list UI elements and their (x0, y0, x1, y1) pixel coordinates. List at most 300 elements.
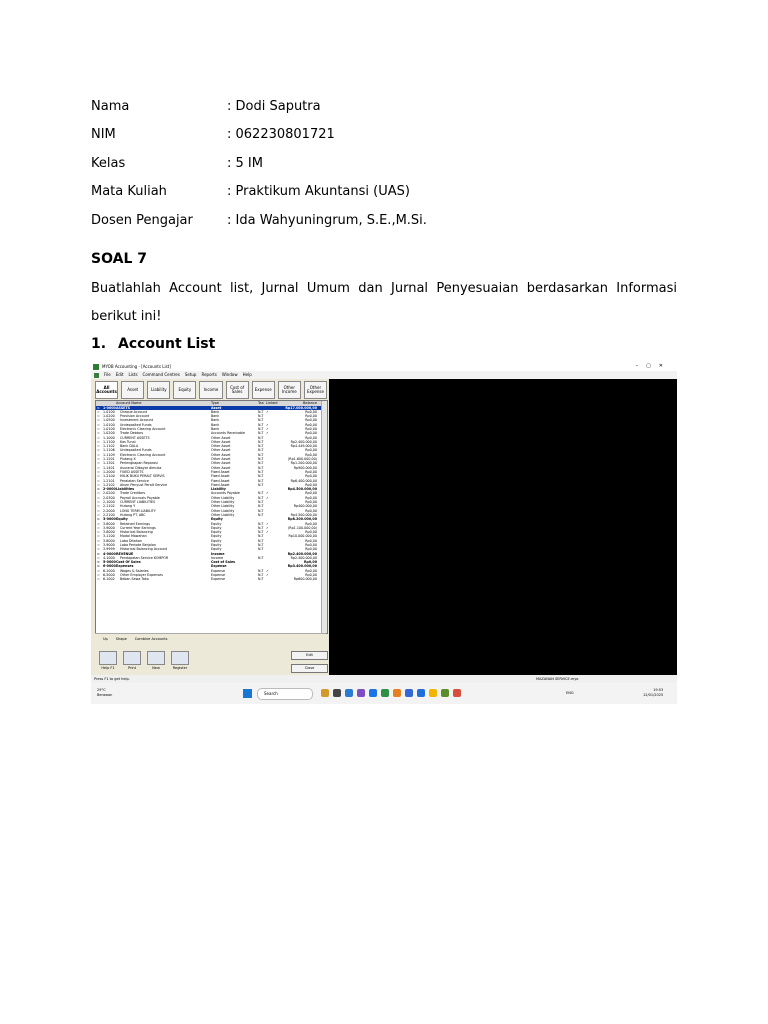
row-arrow-icon[interactable]: ⇨ (97, 426, 100, 431)
tax-code: N-T (258, 422, 264, 427)
status-bar (91, 675, 677, 683)
account-number: 3-8000 (103, 521, 115, 526)
taskbar-app-icon[interactable] (441, 689, 449, 697)
info-label: Dosen Pengajar (91, 212, 193, 228)
accounts-table (95, 400, 328, 634)
tax-code: N-T (258, 495, 264, 500)
account-balance: Rp0,00 (305, 482, 317, 487)
row-arrow-icon[interactable]: ⇨ (97, 457, 100, 462)
tax-code: N-T (258, 525, 264, 530)
windows-start-icon[interactable] (243, 689, 252, 698)
instruction-paragraph: Buatlahlah Account list, Jurnal Umum dan Jurnal Penyesuaian berdasarkan Informasi berikut ini! (91, 281, 677, 324)
account-number: 1-0000 (103, 405, 116, 410)
row-arrow-icon[interactable]: ⇨ (97, 452, 100, 457)
button-label: New (152, 666, 160, 670)
row-arrow-icon[interactable]: ⇨ (97, 564, 100, 569)
account-balance: Rp4.500.000,00 (290, 512, 317, 517)
row-arrow-icon[interactable]: ⇨ (97, 530, 100, 535)
tax-code: N-T (258, 435, 264, 440)
myob-logo-icon (93, 364, 99, 370)
menu-item[interactable]: Reports (201, 372, 217, 377)
account-name: Kas Tunai (120, 439, 136, 444)
column-header[interactable]: Linked (266, 401, 278, 405)
myob-screenshot (91, 362, 677, 704)
taskbar-app-icon[interactable] (417, 689, 425, 697)
account-number: 3-9000 (103, 543, 115, 547)
soal-title: SOAL 7 (91, 251, 147, 267)
account-balance: Rp6.400.000,00 (290, 478, 317, 483)
account-type: Bank (211, 414, 220, 419)
account-number: 2-0300 (103, 495, 115, 500)
student-info (91, 92, 427, 235)
account-name: Piutang X (120, 457, 136, 462)
tax-code: N-T (258, 474, 264, 479)
tab-account-type[interactable]: Expense (252, 381, 275, 399)
linked-check: ✓ (266, 409, 269, 414)
account-type: Bank (211, 418, 220, 423)
table-row[interactable] (96, 577, 327, 581)
account-balance: Rp0,00 (303, 560, 317, 565)
info-label: Nama (91, 98, 130, 114)
tab-account-type[interactable]: Income (199, 381, 222, 399)
account-name: REVENUE (116, 551, 134, 556)
account-balance: Rp0,00 (305, 422, 317, 427)
row-arrow-icon[interactable]: ⇨ (97, 409, 100, 414)
account-name: Undeposited Funds (120, 448, 152, 453)
tax-code: N-T (258, 508, 264, 513)
account-balance: Rp0,00 (305, 491, 317, 496)
tax-code: N-T (258, 521, 264, 526)
account-number: 1-0500 (103, 418, 115, 423)
info-row (91, 178, 427, 207)
account-name: Asuransi Dibayar dimuka (120, 465, 162, 470)
account-balance: Rp2.400.000,00 (290, 555, 317, 560)
account-name: Electronic Clearing Account (120, 426, 166, 431)
menu-item[interactable]: Setup (184, 372, 197, 377)
row-arrow-icon[interactable]: ⇨ (97, 508, 100, 513)
account-name: Equity (116, 517, 128, 522)
account-balance: Rp0,00 (305, 495, 317, 500)
account-number: 3-8000 (103, 530, 115, 535)
column-header[interactable]: Balance (303, 401, 317, 405)
bottom-button[interactable] (99, 651, 117, 670)
row-arrow-icon[interactable]: ⇨ (97, 551, 100, 556)
account-name: Historical Balancing (120, 530, 153, 535)
taskbar-app-icon[interactable] (333, 689, 341, 697)
taskbar-app-icon[interactable] (429, 689, 437, 697)
tax-code: N-T (258, 414, 264, 419)
account-balance: Rp0,00 (305, 414, 317, 419)
account-type: Expense (211, 577, 225, 582)
row-arrow-icon[interactable]: ⇨ (97, 478, 100, 483)
account-type: Other Asset (211, 444, 231, 449)
account-name: Hutang Y (120, 504, 136, 509)
account-number: 3-9999 (103, 547, 115, 552)
account-name: Beban Sewa Toko (120, 577, 149, 582)
info-row (91, 149, 427, 178)
account-name: Trade Creditors (120, 491, 146, 496)
close-button[interactable]: Close (291, 664, 328, 673)
account-number: 2-0000 (103, 487, 116, 492)
account-number: 6-1000 (103, 568, 115, 573)
info-value: : Dodi Saputra (227, 98, 321, 114)
bottom-button[interactable] (123, 651, 141, 670)
account-type: Equity (211, 543, 222, 547)
bottom-button[interactable] (171, 651, 189, 670)
row-arrow-icon[interactable]: ⇨ (97, 435, 100, 440)
account-number: 1-0100 (103, 422, 115, 427)
account-name: ASSETS (116, 405, 131, 410)
row-arrow-icon[interactable]: ⇨ (97, 469, 100, 474)
account-name: Liabilities (116, 487, 135, 492)
menu-bar (91, 371, 677, 379)
row-arrow-icon[interactable]: ⇨ (97, 491, 100, 496)
row-arrow-icon[interactable]: ⇨ (97, 517, 100, 522)
windows-taskbar (91, 683, 677, 704)
row-arrow-icon[interactable]: ⇨ (97, 573, 100, 578)
linked-check: ✓ (266, 568, 269, 573)
account-name: Bank DALA (120, 444, 139, 449)
row-arrow-icon[interactable]: ⇨ (97, 422, 100, 427)
status-right: MAZANAN SERVICE.myo (536, 677, 579, 681)
tax-code: N-T (258, 469, 264, 474)
row-arrow-icon[interactable]: ⇨ (97, 439, 100, 444)
account-balance: Rp1.200.000,00 (290, 461, 317, 466)
button-label: Print (127, 666, 137, 670)
window-controls[interactable]: –▢✕ (635, 363, 671, 369)
account-type: Income (211, 555, 224, 560)
row-arrow-icon[interactable]: ⇨ (97, 461, 100, 466)
taskbar-app-icon[interactable] (357, 689, 365, 697)
account-balance: Rp0,00 (305, 547, 317, 552)
account-type: Other Asset (211, 439, 231, 444)
taskbar-app-icon[interactable] (453, 689, 461, 697)
tax-code: N-T (258, 448, 264, 453)
row-arrow-icon[interactable]: ⇨ (97, 504, 100, 509)
account-number: 2-0200 (103, 491, 115, 496)
linked-check: ✓ (266, 431, 269, 436)
tax-code: N-T (258, 538, 264, 543)
taskbar-search[interactable]: Search (257, 688, 313, 700)
account-balance: Rp2.400.000,00 (290, 439, 317, 444)
account-type: Equity (211, 530, 222, 535)
row-arrow-icon[interactable]: ⇨ (97, 568, 100, 573)
system-tray[interactable]: ENG (566, 691, 574, 695)
account-balance: Rp0,00 (305, 538, 317, 543)
account-number: 1-2100 (103, 474, 115, 479)
tax-code: N-T (258, 491, 264, 496)
account-type: Other Asset (211, 465, 231, 470)
account-number: 1-0200 (103, 414, 115, 419)
menu-item[interactable]: Lists (128, 372, 138, 377)
linked-check: ✓ (266, 525, 269, 530)
account-balance: Rp0,00 (305, 500, 317, 505)
account-type: Equity (211, 538, 222, 543)
account-type: Fixed Asset (211, 469, 230, 474)
tab-account-type[interactable]: Equity (173, 381, 196, 399)
menu-item[interactable]: Window (221, 372, 238, 377)
row-arrow-icon[interactable]: ⇨ (97, 444, 100, 449)
menu-item[interactable]: Edit (115, 372, 124, 377)
account-number: 4-1000 (103, 555, 115, 560)
account-type: Fixed Asset (211, 478, 230, 483)
row-arrow-icon[interactable]: ⇨ (97, 577, 100, 582)
info-label: Kelas (91, 155, 126, 171)
account-type: Equity (211, 525, 222, 530)
tax-code: N-T (258, 439, 264, 444)
account-type: Other Asset (211, 457, 231, 462)
button-icon (171, 651, 189, 665)
toolbar-item[interactable]: Shape (115, 637, 127, 641)
account-number: 3-8000 (103, 538, 115, 543)
row-arrow-icon[interactable]: ⇨ (97, 405, 100, 410)
tab-account-type[interactable]: All Accounts (95, 381, 118, 399)
account-type: Other Liability (211, 504, 235, 509)
tax-code: N-T (258, 452, 264, 457)
row-arrow-icon[interactable]: ⇨ (97, 431, 100, 436)
account-number: 1-1102 (103, 444, 115, 449)
account-name: Laba Ditahan (120, 538, 142, 543)
tab-account-type[interactable]: Liability (147, 381, 170, 399)
button-label: Register (172, 666, 188, 670)
column-header[interactable]: Type (211, 401, 220, 405)
tax-code: N-T (258, 478, 264, 483)
account-name: Hutang PT. ABC (120, 512, 146, 517)
taskbar-app-icon[interactable] (345, 689, 353, 697)
button-icon (147, 651, 165, 665)
weather-temp: 29°C (97, 688, 106, 692)
row-arrow-icon[interactable]: ⇨ (97, 474, 100, 479)
button-icon (99, 651, 117, 665)
row-arrow-icon[interactable]: ⇨ (97, 465, 100, 470)
toolbar-item[interactable]: Up (103, 637, 108, 641)
account-type: Other Liability (211, 500, 235, 505)
account-name: Electronic Clearing Account (120, 452, 166, 457)
account-number: 1-1401 (103, 465, 115, 470)
account-type: Income (211, 551, 225, 556)
tab-account-type[interactable]: Other Expense (304, 381, 327, 399)
account-type: Expense (211, 564, 227, 569)
account-number: 1-1106 (103, 448, 115, 453)
account-balance: Rp3.400.000,00 (287, 564, 317, 569)
account-balance: Rp4.449.000,00 (290, 444, 317, 449)
account-type: Bank (211, 422, 220, 427)
account-balance: Rp0,00 (305, 452, 317, 457)
info-value: : Praktikum Akuntansi (UAS) (227, 184, 410, 200)
linked-check: ✓ (266, 422, 269, 427)
bottom-buttons (99, 651, 189, 670)
row-arrow-icon[interactable]: ⇨ (97, 534, 100, 539)
account-type: Equity (211, 534, 222, 539)
account-name: CURRENT LIABILITIES (120, 500, 156, 505)
account-type: Other Liability (211, 508, 235, 513)
account-name: LONG TERM LIABILITY (120, 508, 156, 513)
menu-item[interactable]: Command Centres (142, 372, 180, 377)
taskbar-apps (321, 689, 461, 697)
account-balance: Rp0,00 (305, 435, 317, 440)
account-balance: Rp0,00 (305, 521, 317, 526)
account-type: Other Liability (211, 512, 235, 517)
tax-code: N-T (258, 504, 264, 509)
tax-code: N-T (258, 482, 264, 487)
taskbar-app-icon[interactable] (393, 689, 401, 697)
linked-check: ✓ (266, 491, 269, 496)
account-number: 1-1201 (103, 457, 115, 462)
info-row (91, 206, 427, 235)
taskbar-app-icon[interactable] (405, 689, 413, 697)
tax-code: N-T (258, 409, 264, 414)
account-type: Other Liability (211, 495, 235, 500)
info-row (91, 92, 427, 121)
account-number: 1-1100 (103, 439, 115, 444)
tax-code: N-T (258, 444, 264, 449)
section-heading (91, 336, 215, 352)
tab-account-type[interactable]: Asset (121, 381, 144, 399)
column-header[interactable]: Tax (258, 401, 264, 405)
account-type: Fixed Asset (211, 482, 230, 487)
row-arrow-icon[interactable]: ⇨ (97, 448, 100, 453)
list-toolbar (95, 633, 326, 644)
account-name: Trade Debtors (120, 431, 144, 436)
account-balance: Rp4.500.000,00 (287, 487, 317, 492)
info-value: : 5 IM (227, 155, 263, 171)
account-name: Historical Balancing Account (120, 547, 168, 552)
toolbar-item[interactable]: Combine Accounts (134, 637, 168, 641)
account-number: 1-1109 (103, 452, 115, 457)
account-type: Equity (211, 521, 222, 526)
account-balance: Rp0,00 (305, 508, 317, 513)
account-name: Current Year Earnings (120, 525, 156, 530)
tax-code: N-T (258, 461, 264, 466)
account-type: Other Asset (211, 435, 231, 440)
account-name: Cost Of Sales (116, 560, 141, 565)
linked-check: ✓ (266, 426, 269, 431)
account-number: 1-0100 (103, 426, 115, 431)
account-balance: Rp0,00 (305, 543, 317, 547)
tax-code: N-T (258, 555, 264, 560)
row-arrow-icon[interactable]: ⇨ (97, 521, 100, 526)
taskbar-app-icon[interactable] (321, 689, 329, 697)
account-number: 5-0000 (103, 560, 116, 565)
tax-code: N-T (258, 431, 264, 436)
section-number: 1. (91, 336, 107, 352)
account-balance: Rp0,00 (305, 568, 317, 573)
tab-account-type[interactable]: Cost of Sales (226, 381, 249, 399)
info-label: Mata Kuliah (91, 184, 167, 200)
account-balance: Rp0,00 (305, 469, 317, 474)
tax-code: N-T (258, 500, 264, 505)
row-arrow-icon[interactable]: ⇨ (97, 418, 100, 423)
account-type: Cost of Sales (211, 560, 236, 565)
row-arrow-icon[interactable]: ⇨ (97, 555, 100, 560)
row-arrow-icon[interactable]: ⇨ (97, 482, 100, 487)
account-number: 2-2000 (103, 508, 115, 513)
account-type: Liability (211, 487, 226, 492)
taskbar-clock[interactable] (643, 688, 663, 698)
tax-code: N-T (258, 577, 264, 582)
account-number: 2-1000 (103, 500, 115, 505)
row-arrow-icon[interactable]: ⇨ (97, 560, 100, 565)
account-number: 1-2000 (103, 469, 115, 474)
account-balance: Rp0,00 (305, 418, 317, 423)
tax-code: N-T (258, 512, 264, 517)
account-name: Laba Periode Berjalan (120, 543, 156, 547)
button-label: Help F1 (101, 666, 115, 670)
tax-code: N-T (258, 534, 264, 539)
account-type: Bank (211, 409, 220, 414)
account-balance: Rp0,00 (305, 431, 317, 436)
account-balance: (Rp1.600.000,00) (288, 457, 317, 462)
button-icon (123, 651, 141, 665)
info-row (91, 121, 427, 150)
account-number: 1-1000 (103, 435, 115, 440)
account-balance: Rp400.000,00 (293, 504, 317, 509)
row-arrow-icon[interactable]: ⇨ (97, 500, 100, 505)
row-arrow-icon[interactable]: ⇨ (97, 538, 100, 543)
account-name: Undeposited Funds (120, 422, 152, 427)
account-name: Expenses (116, 564, 134, 569)
account-number: 1-1301 (103, 461, 115, 466)
info-value: : Ida Wahyuningrum, S.E.,M.Si. (227, 212, 427, 228)
row-arrow-icon[interactable]: ⇨ (97, 525, 100, 530)
row-arrow-icon[interactable]: ⇨ (97, 512, 100, 517)
account-name: Retained Earnings (120, 521, 150, 526)
account-type: Expense (211, 568, 225, 573)
menu-item[interactable]: File (104, 372, 111, 377)
menu-item[interactable]: Help (242, 372, 252, 377)
account-number: 2-1102 (103, 504, 115, 509)
row-arrow-icon[interactable]: ⇨ (97, 547, 100, 552)
bottom-button[interactable] (147, 651, 165, 670)
weather-widget[interactable] (97, 688, 112, 698)
window-title: MYOB Accounting - [Accounts List] (102, 364, 171, 369)
account-number: 4-0000 (103, 551, 116, 556)
account-type: Fixed Asset (211, 474, 230, 479)
account-name: Peralatan Service (120, 478, 149, 483)
column-header[interactable]: Account Name (116, 401, 142, 405)
account-balance: Rp2.400.000,00 (287, 551, 317, 556)
linked-check: ✓ (266, 530, 269, 535)
clock-time: 19:53 (653, 688, 664, 692)
info-value: : 062230801721 (227, 127, 335, 143)
taskbar-app-icon[interactable] (381, 689, 389, 697)
row-arrow-icon[interactable]: ⇨ (97, 487, 100, 492)
account-tabs (95, 381, 327, 399)
account-name: Investment Account (120, 418, 154, 423)
account-number: 3-9000 (103, 525, 115, 530)
window-titlebar (91, 362, 677, 371)
account-type: Equity (211, 517, 223, 522)
account-type: Other Asset (211, 452, 231, 457)
tax-code: N-T (258, 457, 264, 462)
account-number: 3-0000 (103, 517, 116, 522)
account-balance: Rp0,00 (305, 448, 317, 453)
table-scrollbar[interactable] (321, 401, 327, 633)
account-balance: Rp10.000.000,00 (288, 534, 317, 539)
row-arrow-icon[interactable]: ⇨ (97, 414, 100, 419)
account-type: Asset (211, 405, 222, 410)
row-arrow-icon[interactable]: ⇨ (97, 543, 100, 547)
row-arrow-icon[interactable]: ⇨ (97, 495, 100, 500)
edit-button[interactable]: Edit (291, 651, 328, 660)
taskbar-app-icon[interactable] (369, 689, 377, 697)
status-left: Press F1 to get help. (94, 677, 130, 681)
tab-account-type[interactable]: Other Income (278, 381, 301, 399)
account-number: 1-0100 (103, 409, 115, 414)
account-type: Other Asset (211, 448, 231, 453)
tax-code: N-T (258, 568, 264, 573)
account-balance: Rp600.000,00 (293, 577, 317, 582)
